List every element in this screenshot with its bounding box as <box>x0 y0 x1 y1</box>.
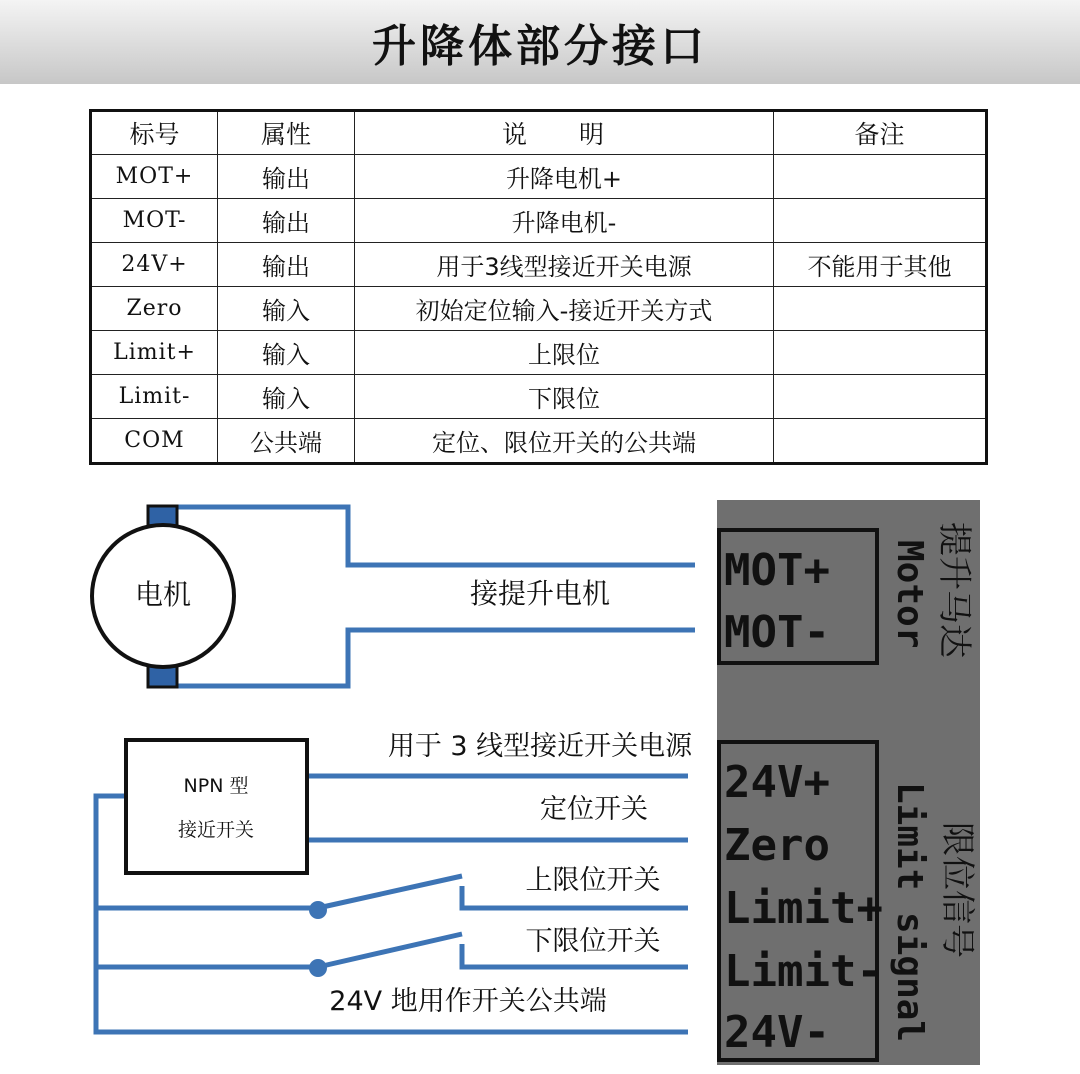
cell-type: 输入 <box>218 375 355 419</box>
motor-block-en: Motor <box>889 540 930 649</box>
cell-type: 输入 <box>218 287 355 331</box>
sensor-label-name: 接近开关 <box>177 819 255 841</box>
cell-desc: 下限位 <box>355 375 774 419</box>
terminal-24v-plus: 24V+ <box>724 757 830 808</box>
cell-desc: 升降电机+ <box>355 155 774 199</box>
sensor-label-type: NPN 型 <box>183 775 249 797</box>
cell-id: 24V+ <box>91 243 218 287</box>
motor-block-cn: 提升马达 <box>934 522 974 658</box>
cell-id: MOT- <box>91 199 218 243</box>
cell-type: 公共端 <box>218 419 355 464</box>
lower-limit-label: 下限位开关 <box>525 926 661 957</box>
motor-wire-bottom <box>176 630 695 686</box>
terminal-zero: Zero <box>724 820 830 871</box>
cell-desc: 用于3线型接近开关电源 <box>355 243 774 287</box>
terminal-24v-minus: 24V- <box>724 1007 830 1058</box>
header-desc: 说 明 <box>355 111 774 155</box>
cell-id: Zero <box>91 287 218 331</box>
motor-terminal-block <box>719 522 974 663</box>
limit-block-en: Limit signal <box>889 782 930 1043</box>
limit-block-cn: 限位信号 <box>937 822 977 958</box>
upper-switch-blade <box>318 876 462 908</box>
cell-id: Limit+ <box>91 331 218 375</box>
cell-type: 输入 <box>218 331 355 375</box>
zero-wire-label: 定位开关 <box>540 794 648 825</box>
motor-symbol <box>92 506 234 687</box>
common-wire-label: 24V 地用作开关公共端 <box>329 986 607 1017</box>
cell-desc: 定位、限位开关的公共端 <box>355 419 774 464</box>
cell-desc: 升降电机- <box>355 199 774 243</box>
header-type: 属性 <box>218 111 355 155</box>
terminal-limit-minus: Limit- <box>724 946 883 997</box>
page-title: 升降体部分接口 <box>372 21 708 72</box>
header-note: 备注 <box>774 111 987 155</box>
terminal-mot-minus: MOT- <box>724 607 830 658</box>
power-wire-label: 用于 3 线型接近开关电源 <box>387 731 693 762</box>
cell-note: 不能用于其他 <box>774 243 987 287</box>
terminal-mot-plus: MOT+ <box>724 545 830 596</box>
cell-desc: 初始定位输入-接近开关方式 <box>355 287 774 331</box>
upper-limit-label: 上限位开关 <box>525 865 661 896</box>
cell-id: MOT+ <box>91 155 218 199</box>
header-id: 标号 <box>91 111 218 155</box>
lower-switch-pivot <box>309 959 327 977</box>
lower-switch-blade <box>318 934 462 967</box>
terminal-limit-plus: Limit+ <box>724 883 883 934</box>
cell-id: COM <box>91 419 218 464</box>
cell-desc: 上限位 <box>355 331 774 375</box>
npn-sensor <box>126 740 307 873</box>
upper-switch-pivot <box>309 901 327 919</box>
cell-id: Limit- <box>91 375 218 419</box>
motor-label: 电机 <box>134 578 192 611</box>
motor-wire-label: 接提升电机 <box>469 577 611 610</box>
motor-wire-top <box>176 507 695 565</box>
cell-type: 输出 <box>218 243 355 287</box>
cell-type: 输出 <box>218 199 355 243</box>
cell-type: 输出 <box>218 155 355 199</box>
